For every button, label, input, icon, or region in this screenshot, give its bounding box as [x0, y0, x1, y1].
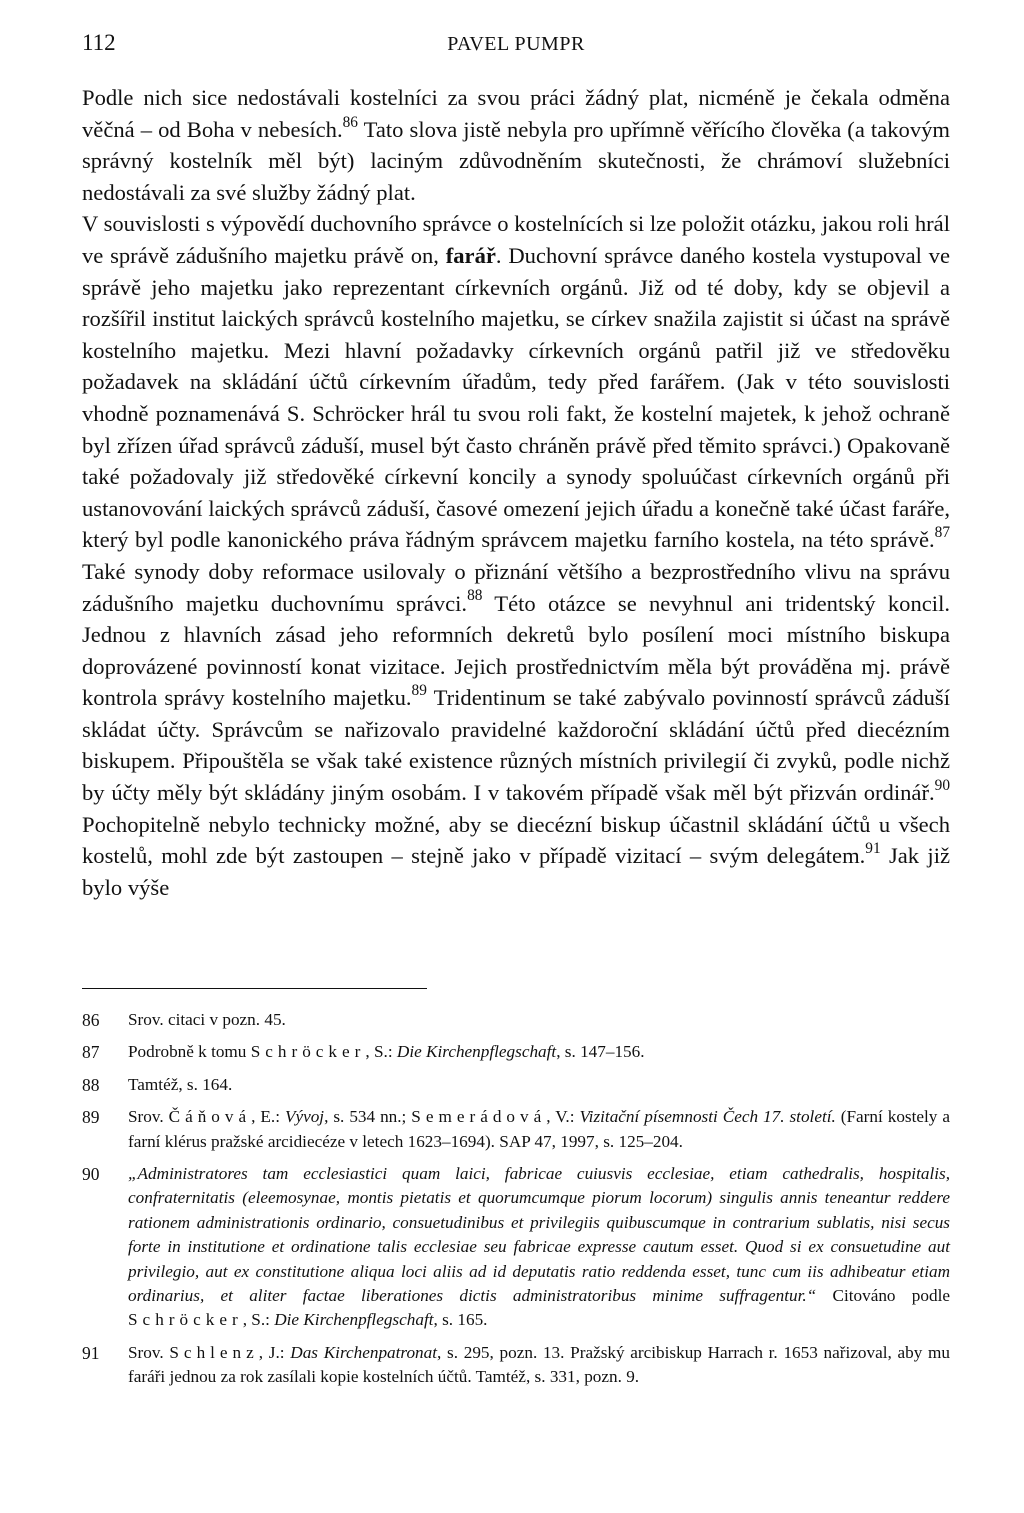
page-header: [82, 30, 950, 64]
footnote-88: [82, 1073, 950, 1097]
author-name: Schröcker: [128, 1310, 243, 1330]
main-text: [82, 82, 950, 903]
footnote-number: 89: [82, 1107, 100, 1128]
footnote-91: [82, 1341, 950, 1390]
paragraph: Podle nich sice nedostávali kostelníci za svou práci žádný plat, nicméně je čekala odměna věčná – od Boha v nebesích.$^{86}$ Tato slova jistě nebyla pro upřímně věřícího člověka (a takovým správný kostelník měl být) laciným zdůvodněním skutečnosti, že chrámoví služebníci nedostávali za své služby žádný plat.: [82, 85, 951, 205]
footnotes: [82, 1008, 950, 1398]
footnote-text: Tamtéž, s. 164.: [128, 1074, 233, 1094]
footnote-ref[interactable]: 89: [411, 682, 427, 700]
paragraph: V souvislosti s výpovědí duchovního správce o kostelnících si lze položit otázku, jakou roli hrál ve správě zádušního majetku právě on, farář. Duchovní správce daného kostela vystupoval ve správě jeho majetku jako reprezentant církevních orgánů. Již od té doby, kdy se objevil a rozšířil institut laických správců kostelního majetku, se církev snažila zajistit si účast na správě kostelního majetku. Mezi hlavní požadavky církevních orgánů patřil již ve středověku požadavek na skládání účtů církevním úřadům, tedy před farářem. (Jak v této souvislosti vhodně poznamenává S. Schröcker hrál tu svou roli fakt, že kostelní majetek, k jehož ochraně byl zřízen úřad správců záduší, musel být často chráněn právě před těmito správci.) Opakovaně také požadovaly již středověké církevní koncily a synody spoluúčast církevních orgánů při ustanovování laických správců záduší, časové omezení jejich úřadu a konečně také účast faráře, který byl podle kanonického práva řádným správcem majetku farního kostela, na této správě.$^{87}$ Také synody doby reformace usilovaly o přiznání většího a bezprostředního vlivu na správu zádušního majetku duchovnímu správci.$^{88}$ Této otázce se nevyhnul ani tridentský koncil. Jednou z hlavních zásad jeho reformních dekretů bylo posílení moci místního biskupa doprovázené povinností konat vizitace. Jejich prostřednictvím měla být prováděna mj. právě kontrola správy kostelního majetku.$^{89}$ Tridentinum se také zabývalo povinností správců záduší skládat účty. Správcům se nařizovalo pravidelné každoroční skládání účtů před diecézním biskupem. Připouštěla se však také existence různých místních privilegií či zvyků, podle nichž by účty měly být skládány jiným osobám. I v takovém případě však měl být přizván ordinář.$^{90}$ Pochopitelně nebylo technicky možné, aby se diecézní biskup účastnil skládání účtů u všech kostelů, mohl zde být zastoupen – stejně jako v případě vizitací – svým delegátem.$^{91}$ Jak již bylo výše: [82, 211, 951, 900]
footnote-ref[interactable]: 86: [342, 113, 358, 131]
author-name: Schlenz: [169, 1342, 259, 1362]
footnote-divider: [82, 988, 427, 989]
footnote-number: 86: [82, 1010, 100, 1030]
footnote-number: 90: [82, 1164, 100, 1185]
footnote-number: 88: [82, 1074, 100, 1095]
footnote-ref[interactable]: 90: [934, 777, 950, 794]
author-name: Čáňová: [168, 1107, 252, 1127]
footnote-text: Srov. Schlenz, J.: Das Kirchenpatronat, s. 295, pozn. 13. Pražský arcibiskup Harrach r. 1653 nařizoval, aby mu faráři jednou za rok zasílali kopie kostelních účtů. Tamtéž, s. 331, pozn. 9.: [128, 1342, 950, 1387]
footnote-ref[interactable]: 88: [467, 587, 483, 605]
footnote-87: [82, 1040, 950, 1064]
footnote-ref[interactable]: 91: [865, 840, 881, 858]
book-title: Vývoj: [284, 1107, 325, 1127]
footnote-text: Srov. citaci v pozn. 45.: [128, 1010, 286, 1029]
book-title: Das Kirchenpatronat: [290, 1342, 438, 1362]
footnote-86: [82, 1008, 950, 1032]
book-title: Vizitační písemnosti Čech 17. století.: [579, 1107, 836, 1127]
book-title: Die Kirchenpflegschaft: [396, 1042, 557, 1062]
emphasis: farář: [445, 242, 496, 268]
author-name: Semerádová: [411, 1107, 547, 1127]
footnote-number: 91: [82, 1342, 100, 1363]
footnote-ref[interactable]: 87: [934, 524, 950, 542]
footnote-text: Podrobně k tomu Schröcker, S.: Die Kirchenpflegschaft, s. 147–156.: [128, 1042, 645, 1062]
footnote-text: Srov. Čáňová, E.: Vývoj, s. 534 nn.; Semerádová, V.: Vizitační písemnosti Čech 17. století. (Farní kostely a farní klérus pražské arcidiecéze v letech 1623–1694). SAP 47, 1997, s. 125–204.: [128, 1107, 950, 1151]
footnote-number: 87: [82, 1042, 100, 1063]
footnote-90: [82, 1162, 950, 1333]
author-name: Schröcker: [250, 1042, 366, 1062]
footnote-text: „Administratores tam ecclesiastici quam laici, fabricae cuiusvis ecclesiae, etiam cathedralis, hospitalis, confraternitatis (eleemosynae, montis pietatis et quorumcumque piorum locorum) singulis annis teneantur reddere rationem administrationis ordinario, consuetudinibus et privilegiis quibuscumque in contrarium sublatis, nisi secus forte in institutione et ordinatione talis ecclesiae seu fabricae expresse cautum esset. Quod si ex consuetudine aut privilegio, aut ex constitutione aliqua loci aliis ad id deputatis ratio reddenda esset, tunc cum iis adhibeatur etiam ordinarius, et aliter factae liberationes dictis administratoribus minime suffragentur.“ Citováno podle Schröcker, S.: Die Kirchenpflegschaft, s. 165.: [128, 1164, 950, 1330]
page-number: 112: [82, 30, 116, 55]
book-title: Die Kirchenpflegschaft: [274, 1310, 434, 1330]
latin-quote: „Administratores tam ecclesiastici quam laici, fabricae cuiusvis ecclesiae, etiam cathedralis, hospitalis, confraternitatis (eleemosynae, montis pietatis et quorumcumque piorum locorum) singulis annis teneantur reddere rationem administrationis ordinario, consuetudinibus et privilegiis quibuscumque in contrarium sublatis, nisi secus forte in institutione et ordinatione talis ecclesiae seu fabricae expresse cautum esset. Quod si ex consuetudine aut privilegio, aut ex constitutione aliqua loci aliis ad id deputatis ratio reddenda esset, tunc cum iis adhibeatur etiam ordinarius, et aliter factae liberationes dictis administratoribus minime suffragentur.“: [128, 1164, 950, 1306]
running-head: PAVEL PUMPR: [447, 33, 585, 55]
footnote-89: [82, 1105, 950, 1154]
